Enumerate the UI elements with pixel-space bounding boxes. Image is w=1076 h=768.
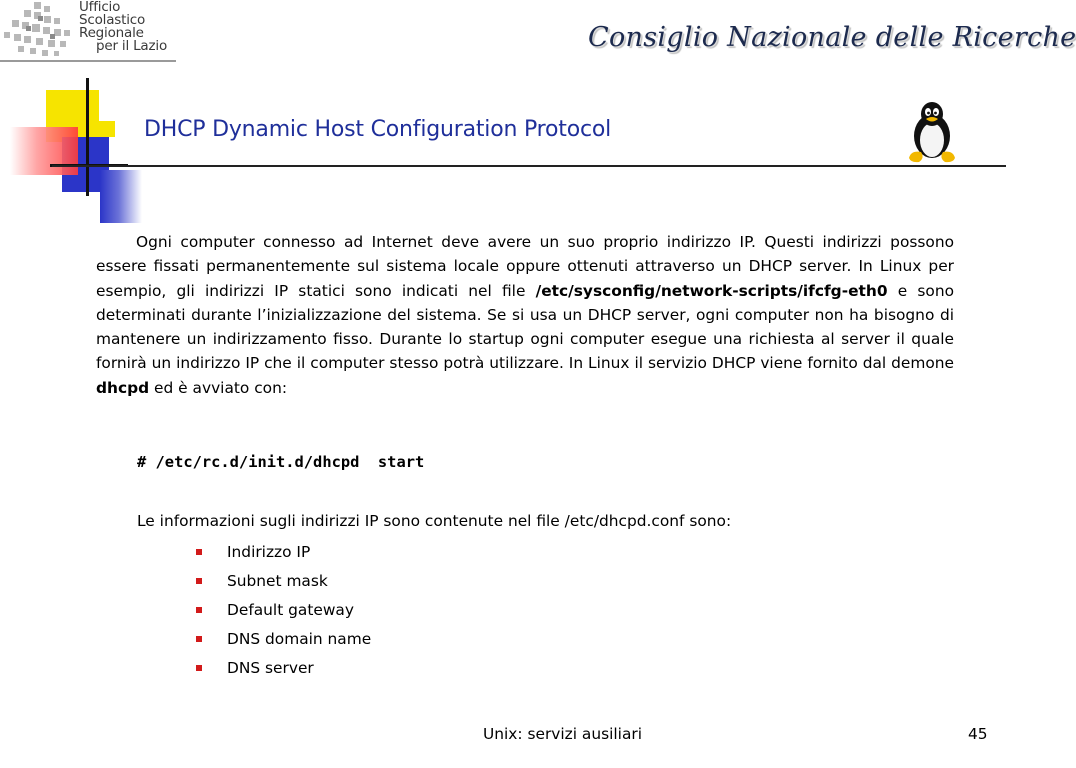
info-line: Le informazioni sugli indirizzi IP sono contenute nel file /etc/dhcpd.conf sono:	[137, 512, 732, 530]
bullet-square-icon	[196, 578, 202, 584]
logo-line-2: Scolastico	[79, 12, 146, 28]
config-path: /etc/sysconfig/network-scripts/ifcfg-eth0	[535, 281, 888, 300]
paragraph-part-2: e sono determinati durante l’inizializzazione del sistema. Se si usa un DHCP server, ogni computer non ha bisogno di mantenere un indirizzamento fisso. Durante lo startup ogni computer esegue una richiesta al server il quale fornirà un indirizzo IP che il computer stesso potrà utilizzare. In Linux il servizio DHCP viene fornito dal demone	[96, 281, 954, 373]
ufficio-scolastico-logo	[0, 0, 178, 64]
tux-penguin-icon	[903, 100, 961, 164]
logo-line-3: Regionale	[79, 25, 144, 41]
blue-gradient-square	[100, 170, 142, 223]
list-item-label: Indirizzo IP	[227, 543, 311, 561]
list-item-label: Subnet mask	[227, 572, 328, 590]
logo-line-4: per il Lazio	[96, 38, 167, 54]
list-item-label: Default gateway	[227, 601, 354, 619]
body-paragraph	[96, 230, 954, 400]
start-command: # /etc/rc.d/init.d/dhcpd start	[137, 453, 425, 471]
paragraph-part-1: Ogni computer connesso ad Internet deve avere un suo proprio indirizzo IP. Questi indirizzi possono essere fissati permanentemente sul sistema locale oppure ottenuti attraverso un DHCP server. In Linux per esempio, gli indirizzi IP statici sono indicati nel file	[96, 233, 954, 300]
paragraph-part-3: ed è avviato con:	[149, 378, 288, 397]
bullet-square-icon	[196, 665, 202, 671]
daemon-name: dhcpd	[96, 378, 150, 397]
title-rule	[52, 165, 1006, 167]
vertical-line	[86, 78, 89, 196]
dot-grid-logo-icon	[0, 0, 78, 60]
slide-title: DHCP Dynamic Host Configuration Protocol	[144, 117, 612, 142]
list-item	[196, 598, 371, 627]
page-number: 45	[968, 725, 988, 743]
yellow-small-square	[99, 121, 115, 137]
cnr-banner: Consiglio Nazionale delle Ricerche	[588, 22, 1076, 53]
list-item	[196, 656, 371, 685]
field-list	[196, 540, 371, 685]
list-item-label: DNS domain name	[227, 630, 372, 648]
bullet-square-icon	[196, 549, 202, 555]
list-item	[196, 540, 371, 569]
list-item-label: DNS server	[227, 659, 314, 677]
list-item	[196, 627, 371, 656]
logo-underline	[0, 60, 176, 62]
list-item	[196, 569, 371, 598]
red-gradient-square	[10, 127, 78, 175]
bullet-square-icon	[196, 636, 202, 642]
logo-line-1: Ufficio	[79, 0, 121, 15]
bullet-square-icon	[196, 607, 202, 613]
footer-title: Unix: servizi ausiliari	[483, 725, 642, 743]
